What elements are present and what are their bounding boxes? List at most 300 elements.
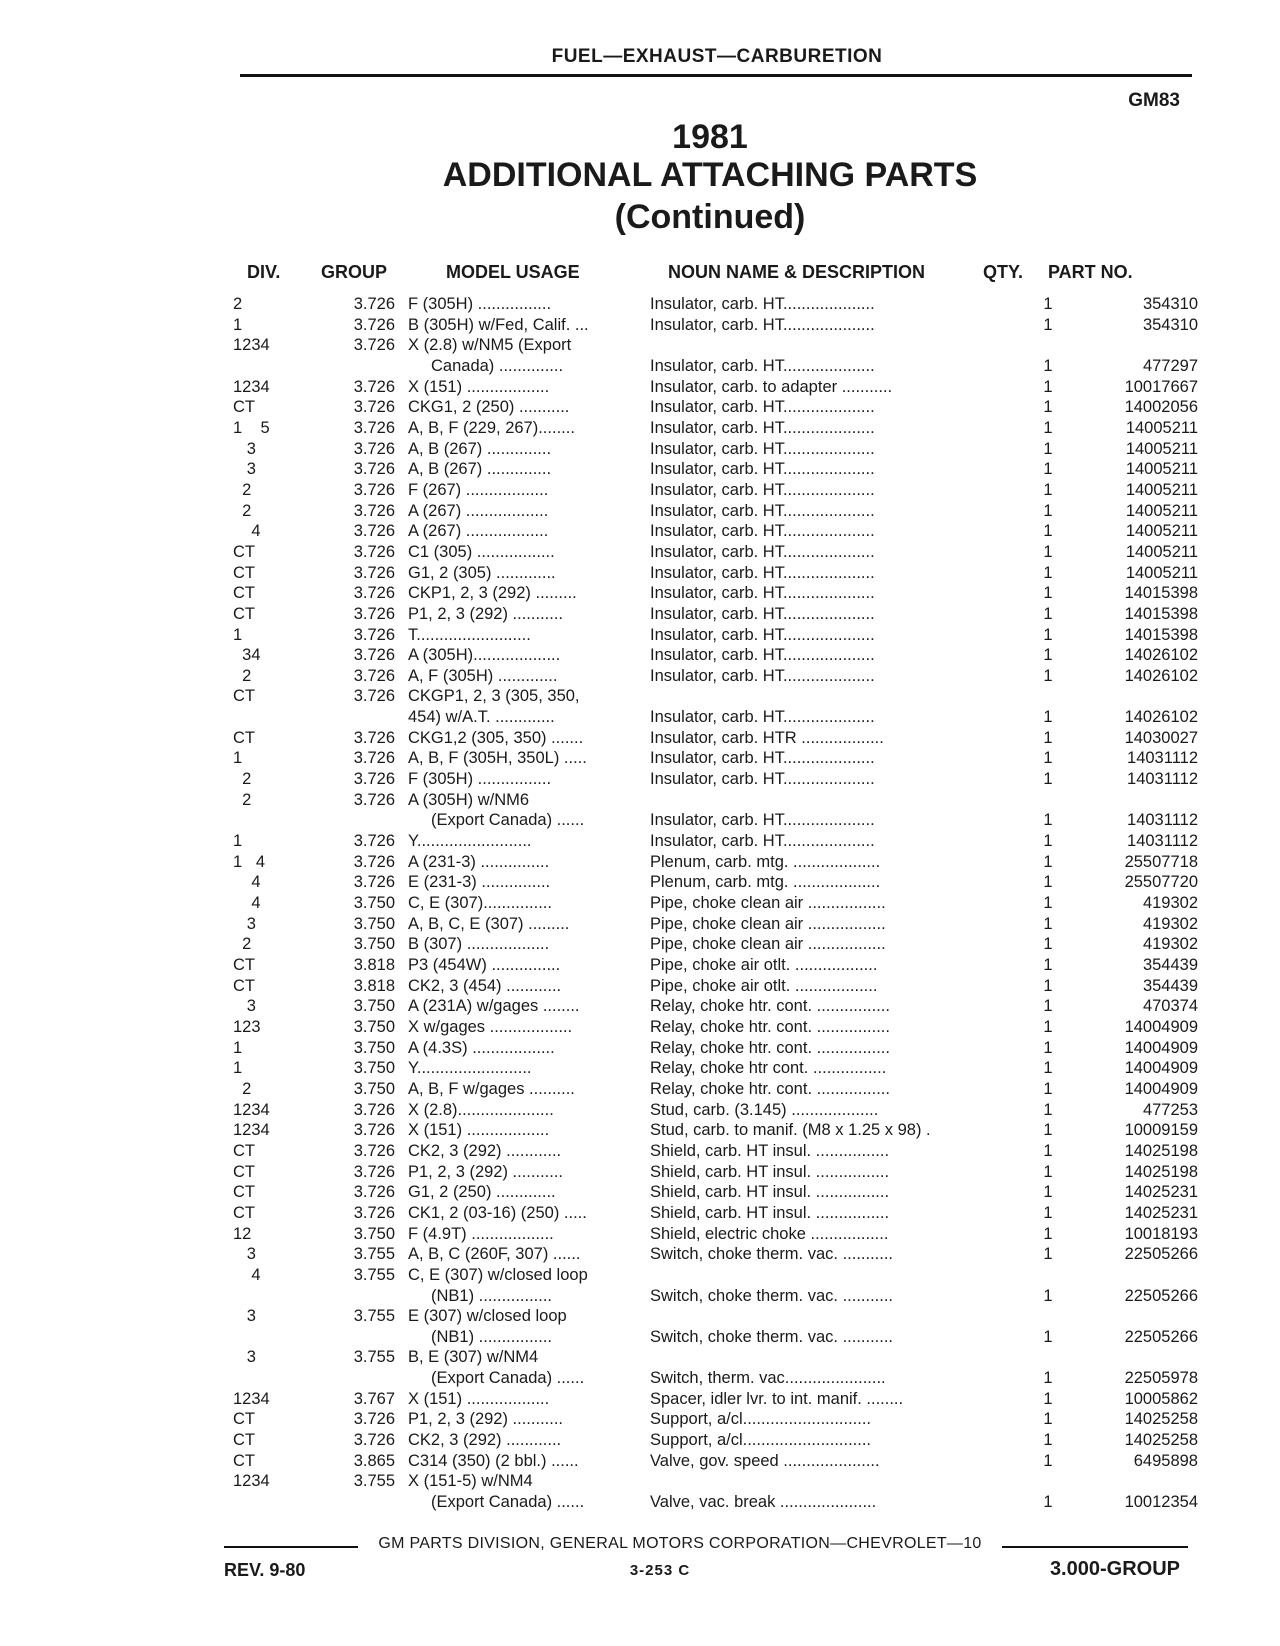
cell-group: [333, 645, 405, 666]
table-row: [233, 893, 1198, 914]
cell-model-usage-text: (NB1) ................: [431, 1286, 553, 1305]
cell-part-number: [1093, 1182, 1198, 1203]
cell-model-usage: [405, 1265, 650, 1286]
cell-qty: [1003, 1368, 1093, 1389]
cell-part-number-text: 354310: [1142, 315, 1198, 334]
cell-group-text: 3.726: [353, 749, 395, 768]
cell-part-number-text: 25507720: [1124, 873, 1198, 892]
cell-div-text: 2: [233, 295, 243, 313]
cell-group-text: 3.726: [353, 852, 395, 871]
cell-model-usage-text: A (305H) w/NM6: [408, 790, 530, 809]
cell-div: [233, 294, 333, 315]
cell-div: [233, 748, 333, 769]
cell-div-text: 1: [233, 749, 243, 768]
cell-div: [233, 604, 333, 625]
table-row: [233, 996, 1198, 1017]
cell-model-usage-text: A, B, C, E (307) .........: [408, 914, 570, 933]
section-title: FUEL—EXHAUST—CARBURETION: [551, 46, 883, 67]
cell-qty-text: 1: [1043, 522, 1053, 541]
cell-group: [333, 1038, 405, 1059]
cell-part-number: [1093, 810, 1198, 831]
cell-qty-text: 1: [1043, 501, 1053, 520]
cell-div: [233, 666, 333, 687]
cell-qty: [1003, 728, 1093, 749]
cell-description: [650, 790, 1003, 811]
cell-description-text: Valve, vac. break .....................: [650, 1493, 877, 1512]
table-row: [233, 335, 1198, 356]
cell-part-number: [1093, 294, 1198, 315]
cell-part-number: [1093, 686, 1198, 707]
cell-group: [333, 996, 405, 1017]
cell-model-usage-text: Y.........................: [408, 832, 532, 851]
cell-div-text: CT: [233, 604, 255, 623]
cell-div: [233, 501, 333, 522]
cell-group-text: 3.726: [353, 770, 395, 789]
cell-description: [650, 831, 1003, 852]
cell-qty-text: 1: [1043, 1079, 1053, 1098]
cell-part-number-text: 419302: [1142, 894, 1198, 913]
cell-part-number-text: 10005862: [1124, 1389, 1198, 1408]
cell-div: [233, 583, 333, 604]
cell-description-text: Insulator, carb. HT....................: [650, 584, 875, 603]
cell-description: [650, 707, 1003, 728]
cell-description: [650, 294, 1003, 315]
cell-qty-text: 1: [1043, 460, 1053, 479]
cell-div: [233, 1058, 333, 1079]
cell-part-number-text: 25507718: [1124, 852, 1198, 871]
cell-qty-text: 1: [1043, 398, 1053, 417]
cell-part-number: [1093, 955, 1198, 976]
cell-group-text: 3.726: [353, 646, 395, 665]
cell-part-number-text: 14026102: [1124, 646, 1198, 665]
cell-group-text: 3.726: [353, 1141, 395, 1160]
cell-model-usage-text: X (151) ..................: [408, 377, 550, 396]
cell-part-number: [1093, 893, 1198, 914]
table-row: [233, 1389, 1198, 1410]
cell-description-text: Insulator, carb. HT....................: [650, 356, 875, 375]
cell-div: [233, 1203, 333, 1224]
cell-part-number: [1093, 645, 1198, 666]
cell-div-text: 1234: [233, 1100, 270, 1119]
cell-part-number-text: 22505978: [1124, 1369, 1198, 1388]
cell-description-text: Insulator, carb. HTR ..................: [650, 728, 884, 747]
table-row: [233, 1368, 1198, 1389]
cell-part-number: [1093, 1389, 1198, 1410]
cell-model-usage: [405, 294, 650, 315]
cell-group: [333, 397, 405, 418]
cell-qty: [1003, 625, 1093, 646]
cell-model-usage-text: CKGP1, 2, 3 (305, 350,: [408, 687, 580, 706]
cell-div: [233, 976, 333, 997]
cell-qty: [1003, 521, 1093, 542]
cell-group: [333, 439, 405, 460]
cell-part-number-text: 14025258: [1124, 1431, 1198, 1450]
cell-model-usage-text: X (151) ..................: [408, 1121, 550, 1140]
cell-div-text: 123: [233, 1017, 261, 1036]
cell-description-text: Relay, choke htr. cont. ................: [650, 1038, 890, 1057]
cell-div-text: 2: [233, 770, 252, 789]
col-header-desc: NOUN NAME & DESCRIPTION: [668, 262, 926, 282]
cell-group: [333, 810, 405, 831]
cell-div: [233, 335, 333, 356]
cell-div-text: CT: [233, 728, 255, 747]
cell-div: [233, 315, 333, 336]
table-row: [233, 1244, 1198, 1265]
cell-model-usage-text: B (305H) w/Fed, Calif. ...: [408, 315, 589, 334]
cell-group-text: 3.726: [353, 687, 395, 706]
cell-model-usage-text: A, B (267) ..............: [408, 460, 552, 479]
cell-div-text: 1: [233, 832, 243, 851]
cell-div: [233, 1244, 333, 1265]
cell-div-text: 3: [233, 914, 256, 933]
cell-group: [333, 1286, 405, 1307]
cell-description: [650, 356, 1003, 377]
cell-description: [650, 1038, 1003, 1059]
cell-div: [233, 645, 333, 666]
cell-model-usage-text: X w/gages ..................: [408, 1017, 573, 1036]
cell-qty-text: 1: [1043, 480, 1053, 499]
cell-div: [233, 1079, 333, 1100]
cell-qty: [1003, 996, 1093, 1017]
cell-group-text: 3.726: [353, 522, 395, 541]
cell-description: [650, 1430, 1003, 1451]
cell-qty: [1003, 501, 1093, 522]
cell-div: [233, 1038, 333, 1059]
cell-description-text: Switch, choke therm. vac. ...........: [650, 1286, 893, 1305]
cell-model-usage-text: A (231-3) ...............: [408, 852, 550, 871]
cell-div-text: 1234: [233, 1389, 270, 1408]
cell-part-number-text: 354439: [1142, 956, 1198, 974]
cell-part-number-text: 10018193: [1124, 1224, 1198, 1243]
table-row: [233, 315, 1198, 336]
cell-div: [233, 707, 333, 728]
cell-description-text: Insulator, carb. HT....................: [650, 770, 875, 789]
cell-model-usage-text: E (307) w/closed loop: [408, 1307, 567, 1326]
table-row: [233, 356, 1198, 377]
cell-part-number-text: 14004909: [1124, 1017, 1198, 1036]
cell-part-number: [1093, 1286, 1198, 1307]
cell-description-text: Support, a/cl............................: [650, 1410, 871, 1429]
cell-description-text: Insulator, carb. HT....................: [650, 542, 875, 561]
table-row: [233, 1079, 1198, 1100]
cell-part-number-text: 22505266: [1124, 1286, 1198, 1305]
table-row: [233, 1017, 1198, 1038]
cell-qty: [1003, 583, 1093, 604]
cell-part-number-text: 14005211: [1125, 439, 1198, 458]
cell-description: [650, 377, 1003, 398]
cell-description: [650, 1182, 1003, 1203]
cell-description-text: Shield, carb. HT insul. ................: [650, 1183, 890, 1202]
cell-part-number: [1093, 1347, 1198, 1368]
table-row: [233, 542, 1198, 563]
cell-part-number-text: 14004909: [1124, 1038, 1198, 1057]
cell-part-number: [1093, 1079, 1198, 1100]
cell-model-usage: [405, 439, 650, 460]
cell-group: [333, 831, 405, 852]
cell-qty-text: 1: [1043, 873, 1053, 892]
table-row: [233, 604, 1198, 625]
cell-model-usage: [405, 542, 650, 563]
cell-qty: [1003, 377, 1093, 398]
cell-description: [650, 501, 1003, 522]
cell-qty: [1003, 686, 1093, 707]
cell-part-number-text: 10012354: [1124, 1493, 1198, 1512]
cell-part-number: [1093, 625, 1198, 646]
cell-div-text: 1234: [233, 1472, 270, 1491]
cell-model-usage-text: P1, 2, 3 (292) ...........: [408, 1162, 563, 1181]
cell-div-text: CT: [233, 956, 255, 974]
cell-qty-text: 1: [1043, 914, 1053, 933]
cell-description: [650, 604, 1003, 625]
table-row: [233, 521, 1198, 542]
cell-qty: [1003, 1203, 1093, 1224]
cell-model-usage-text: T.........................: [408, 625, 531, 644]
cell-div-text: CT: [233, 1431, 255, 1450]
cell-description-text: Insulator, carb. HT....................: [650, 501, 875, 520]
cell-description-text: Plenum, carb. mtg. ...................: [650, 873, 881, 892]
cell-group-text: 3.726: [353, 1183, 395, 1202]
footer-rule-right: [1002, 1546, 1188, 1548]
cell-model-usage: [405, 872, 650, 893]
cell-group-text: 3.726: [353, 873, 395, 892]
cell-qty: [1003, 666, 1093, 687]
cell-div: [233, 377, 333, 398]
cell-part-number: [1093, 707, 1198, 728]
table-row: [233, 976, 1198, 997]
cell-div-text: 4: [233, 873, 261, 892]
cell-description-text: Insulator, carb. HT....................: [650, 418, 875, 437]
cell-model-usage: [405, 356, 650, 377]
cell-model-usage-text: 454) w/A.T. .............: [408, 708, 555, 727]
cell-div: [233, 1141, 333, 1162]
table-row: [233, 914, 1198, 935]
cell-model-usage-text: A (267) ..................: [408, 501, 549, 520]
cell-group: [333, 1471, 405, 1492]
cell-group: [333, 976, 405, 997]
cell-group: [333, 1430, 405, 1451]
cell-qty: [1003, 1182, 1093, 1203]
table-row: [233, 1100, 1198, 1121]
cell-div: [233, 397, 333, 418]
cell-group-text: 3.865: [353, 1451, 395, 1470]
cell-div-text: CT: [233, 1410, 255, 1429]
cell-model-usage: [405, 625, 650, 646]
cell-part-number: [1093, 872, 1198, 893]
table-row: [233, 790, 1198, 811]
cell-model-usage: [405, 1244, 650, 1265]
cell-group-text: 3.755: [353, 1265, 395, 1284]
cell-model-usage-text: CK2, 3 (292) ............: [408, 1141, 562, 1160]
cell-div: [233, 728, 333, 749]
cell-part-number-text: 14004909: [1124, 1059, 1198, 1078]
cell-qty: [1003, 1100, 1093, 1121]
table-row: [233, 645, 1198, 666]
cell-description: [650, 1224, 1003, 1245]
cell-part-number: [1093, 666, 1198, 687]
cell-div: [233, 769, 333, 790]
cell-part-number-text: 14031112: [1127, 811, 1198, 830]
cell-part-number: [1093, 377, 1198, 398]
cell-div-text: 1234: [233, 336, 270, 355]
cell-model-usage: [405, 397, 650, 418]
header-rule: [240, 74, 1192, 77]
cell-model-usage-text: G1, 2 (305) .............: [408, 563, 556, 582]
cell-group-text: 3.726: [353, 398, 395, 417]
cell-model-usage-text: P1, 2, 3 (292) ...........: [408, 604, 563, 623]
cell-qty: [1003, 645, 1093, 666]
cell-part-number: [1093, 1327, 1198, 1348]
cell-div-text: 1: [233, 1059, 243, 1078]
cell-qty-text: 1: [1043, 666, 1053, 685]
cell-qty: [1003, 1409, 1093, 1430]
cell-part-number-text: 6495898: [1133, 1451, 1198, 1470]
cell-part-number-text: 14026102: [1124, 708, 1198, 727]
cell-group: [333, 1327, 405, 1348]
cell-group-text: 3.726: [353, 1203, 395, 1222]
cell-qty: [1003, 872, 1093, 893]
cell-model-usage-text: (Export Canada) ......: [431, 1493, 585, 1512]
cell-qty-text: 1: [1043, 976, 1053, 995]
cell-group: [333, 563, 405, 584]
cell-qty: [1003, 1327, 1093, 1348]
cell-description: [650, 728, 1003, 749]
cell-div: [233, 1347, 333, 1368]
cell-div-text: CT: [233, 542, 255, 561]
cell-qty: [1003, 294, 1093, 315]
cell-qty-text: 1: [1043, 1100, 1053, 1119]
cell-div-text: CT: [233, 1203, 255, 1222]
cell-group: [333, 934, 405, 955]
cell-model-usage-text: C, E (307) w/closed loop: [408, 1265, 588, 1284]
cell-model-usage-text: CK2, 3 (454) ............: [408, 976, 562, 995]
cell-qty: [1003, 335, 1093, 356]
col-header-group: GROUP: [321, 262, 388, 282]
cell-model-usage-text: (Export Canada) ......: [431, 811, 585, 830]
cell-description: [650, 1265, 1003, 1286]
table-row: [233, 1120, 1198, 1141]
cell-description-text: Insulator, carb. HT....................: [650, 832, 875, 851]
cell-qty: [1003, 976, 1093, 997]
cell-qty: [1003, 1017, 1093, 1038]
cell-div: [233, 1182, 333, 1203]
cell-group: [333, 1409, 405, 1430]
cell-model-usage-text: B (307) ..................: [408, 935, 550, 954]
cell-model-usage: [405, 790, 650, 811]
cell-description-text: Switch, choke therm. vac. ...........: [650, 1245, 893, 1264]
cell-description-text: Stud, carb. (3.145) ...................: [650, 1100, 879, 1119]
cell-model-usage: [405, 480, 650, 501]
cell-model-usage-text: X (151) ..................: [408, 1389, 550, 1408]
cell-model-usage-text: C314 (350) (2 bbl.) ......: [408, 1451, 579, 1470]
parts-table-body: [233, 294, 1198, 1513]
cell-div: [233, 625, 333, 646]
cell-div: [233, 480, 333, 501]
cell-part-number: [1093, 1244, 1198, 1265]
cell-group-text: 3.726: [353, 832, 395, 851]
cell-div: [233, 790, 333, 811]
cell-description-text: Insulator, carb. to adapter ...........: [650, 377, 893, 396]
cell-qty: [1003, 831, 1093, 852]
cell-part-number: [1093, 439, 1198, 460]
cell-description: [650, 480, 1003, 501]
cell-group-text: 3.726: [353, 418, 395, 437]
cell-part-number: [1093, 790, 1198, 811]
cell-qty: [1003, 769, 1093, 790]
cell-div: [233, 955, 333, 976]
cell-part-number-text: 14005211: [1125, 542, 1198, 561]
cell-model-usage-text: A, B (267) ..............: [408, 439, 552, 458]
cell-qty-text: 1: [1043, 728, 1053, 747]
table-row: [233, 377, 1198, 398]
cell-div: [233, 1451, 333, 1472]
cell-div-text: 2: [233, 666, 252, 685]
cell-div: [233, 563, 333, 584]
cell-model-usage: [405, 1286, 650, 1307]
cell-description-text: Switch, choke therm. vac. ...........: [650, 1327, 893, 1346]
cell-group: [333, 1244, 405, 1265]
table-row: [233, 1430, 1198, 1451]
cell-model-usage: [405, 1306, 650, 1327]
cell-description: [650, 1162, 1003, 1183]
cell-group-text: 3.726: [353, 439, 395, 458]
cell-qty: [1003, 1347, 1093, 1368]
cell-description-text: Insulator, carb. HT....................: [650, 460, 875, 479]
cell-group: [333, 1017, 405, 1038]
cell-model-usage-text: A (231A) w/gages ........: [408, 997, 580, 1016]
cell-description-text: Insulator, carb. HT....................: [650, 666, 875, 685]
cell-model-usage-text: C, E (307)...............: [408, 894, 552, 913]
cell-description: [650, 645, 1003, 666]
cell-group-text: 3.818: [353, 956, 395, 974]
cell-qty: [1003, 1265, 1093, 1286]
cell-group-text: 3.750: [353, 1017, 395, 1036]
cell-model-usage: [405, 1100, 650, 1121]
cell-model-usage: [405, 707, 650, 728]
page-number: 3-253 C: [629, 1562, 691, 1579]
cell-model-usage-text: B, E (307) w/NM4: [408, 1348, 539, 1367]
cell-model-usage: [405, 1347, 650, 1368]
cell-div-text: 12: [233, 1224, 252, 1243]
cell-qty-text: 1: [1043, 563, 1053, 582]
cell-description-text: Insulator, carb. HT....................: [650, 315, 875, 334]
cell-div-text: 2: [233, 480, 252, 499]
cell-model-usage: [405, 1430, 650, 1451]
cell-model-usage-text: A (4.3S) ..................: [408, 1038, 555, 1057]
cell-part-number-text: 14015398: [1124, 625, 1198, 644]
cell-group: [333, 1203, 405, 1224]
cell-qty: [1003, 356, 1093, 377]
table-row: [233, 459, 1198, 480]
cell-group: [333, 872, 405, 893]
catalog-code: GM83: [1128, 90, 1180, 111]
cell-part-number: [1093, 1224, 1198, 1245]
cell-qty: [1003, 810, 1093, 831]
cell-group-text: 3.726: [353, 790, 395, 809]
cell-div-text: 1: [233, 1038, 243, 1057]
cell-group-text: 3.726: [353, 563, 395, 582]
table-row: [233, 934, 1198, 955]
cell-div: [233, 1492, 333, 1513]
table-row: [233, 1203, 1198, 1224]
cell-model-usage-text: X (2.8).....................: [408, 1100, 554, 1119]
cell-group: [333, 893, 405, 914]
cell-part-number: [1093, 1120, 1198, 1141]
footer-corporation: GM PARTS DIVISION, GENERAL MOTORS CORPORATION—CHEVROLET—10: [378, 1535, 982, 1552]
cell-qty-text: 1: [1043, 1162, 1053, 1181]
cell-model-usage-text: CK2, 3 (292) ............: [408, 1431, 562, 1450]
cell-part-number-text: 419302: [1142, 914, 1198, 933]
cell-model-usage: [405, 418, 650, 439]
